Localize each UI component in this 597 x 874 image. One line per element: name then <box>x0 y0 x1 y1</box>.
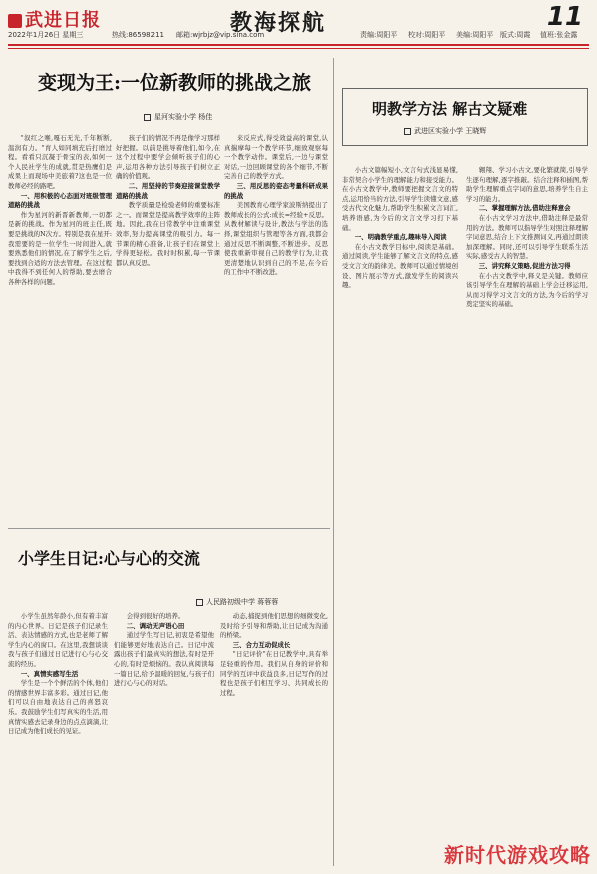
article3-paragraph: 翱翔、学习小古文,要化繁就简,引导学生逐句理解,逐字推敲。结合注释和插图,帮助学生理解重点字词的意思,培养学生自主学习的能力。 <box>466 166 588 203</box>
article1-column-2 <box>116 134 220 526</box>
article3-paragraph: 在小古文学习方法中,借助注释是最常用的方法。教师可以指导学生对照注释理解字词意思,结合上下文推测词义,再通过朗读加深理解。同时,还可以引导学生联系生活实际,感受古人的智慧。 <box>466 213 588 261</box>
email: 邮箱:wjrbjz@vip.sina.com <box>176 31 265 39</box>
article2-column-1 <box>8 612 108 866</box>
article2-subhead: 三、合力互动促成长 <box>232 640 291 649</box>
article1-paragraph: "叙红之喉,嘎石无光,千年断断,温润有力。"育人如同填充后打磨过程。看看只沉凝于骨宝的表,如何一个人民社学生的成就,贯是热鹰们是成果上而现场中美旅着?这也是一位教师必经的路吧。 <box>8 134 112 190</box>
article1-column-1 <box>8 134 112 526</box>
article2-paragraph: 通过学生写日记,初衷是希望他们能够更好地表达自己。日记中流露出孩子们最真实的想法,有时是开心的,有时是烦恼的。我认真阅读每一篇日记,给予温暖的回复,与孩子们进行心与心的对话。 <box>114 631 214 688</box>
duty-editor: 值班:张金露 <box>540 31 578 39</box>
article1-paragraph: 教学质量是检验老师的重要标准之一。而课堂是提高教学效率的主阵地。因此,我在日常教学中注重课堂效率,努力提高课堂的吸引力。每一节课的精心准备,让孩子们在课堂上学得更轻松。我时时积累,每一节课都认真反思。 <box>116 201 220 267</box>
article3-subhead: 一、明确教学重点,趣味导入阅读 <box>354 233 447 242</box>
editor: 责编:周阳平 <box>360 31 398 39</box>
article1-paragraph: 作为星河的新晋新教师,一切都是新的挑战。作为星河的班主任,既要是挑战的N次方。特别是我在星开:我需要的是一位学生一时间进入,就要熟悉他们的情况,在了解学生之后,要找到合适的方法去管理。在这过程中我得不到任何人的帮助,要去磨合各种各样的问题。 <box>8 210 112 286</box>
square-bullet-icon <box>196 599 203 606</box>
article2-column-2 <box>114 612 214 866</box>
article2-subhead: 一、真情实感写生活 <box>20 669 79 678</box>
section-divider <box>8 528 330 529</box>
designer: 美编:周阳平 <box>456 31 494 39</box>
article3-column-1 <box>342 166 458 866</box>
article2-paragraph: 会得到很好的培养。 <box>126 612 185 620</box>
article1-paragraph: 来反应式,得受效益高的课堂,认真揣摩每一个教学环节,细致观察每一个教学动作。课堂后,一边与课堂对话,一边回顾课堂的各个细节,不断完善自己的教学方式。 <box>224 134 328 181</box>
newspaper-logo <box>8 6 101 32</box>
page-number: 11 <box>546 2 583 32</box>
article2-paragraph: 小学生虽然年龄小,但有着丰富的内心世界。日记是孩子们记录生活、表达情感的方式,也是老师了解学生内心的窗口。在这里,我想谈谈我与孩子们通过日记进行心与心交流的经历。 <box>8 612 108 668</box>
issue-date: 2022年1月26日 星期三 <box>8 31 84 39</box>
layout-editor: 版式:周霞 <box>500 31 531 39</box>
logo-text: 武进日报 <box>25 10 101 31</box>
article1-subhead: 二、用坚持的节奏迎接课堂教学道路的挑战 <box>116 181 220 200</box>
article2-subhead: 二、调动无声语心田 <box>126 621 185 630</box>
hotline: 热线:86598211 <box>112 31 164 39</box>
article1-subhead: 三、用反思的姿态考量科研成果的挑战 <box>224 181 328 200</box>
article3-paragraph: 小古文篇幅短小,文言句式浅显易懂,非常契合小学生的理解能力和接受能力。在小古文教学中,教师要把握文言文的特点,运用恰当的方法,引导学生读懂文意,感受古代文化魅力,帮助学生积累文言词汇,培养语感,为今后的文言文学习打下基础。 <box>342 166 458 232</box>
article1-title: 变现为王:一位新教师的挑战之旅 <box>38 72 312 94</box>
article2-column-3 <box>220 612 328 866</box>
article2-title: 小学生日记:心与心的交流 <box>18 549 200 568</box>
article3-subhead: 二、掌握理解方法,借助注释意会 <box>478 204 571 213</box>
seal-icon <box>8 14 22 28</box>
header-rule <box>8 44 589 46</box>
article1-subhead: 一、用积极的心态面对班级管理道路的挑战 <box>8 191 112 210</box>
article3-byline-text: 武进区实验小学 王晓辉 <box>414 127 487 135</box>
article3-column-2 <box>466 166 588 816</box>
masthead <box>0 0 597 44</box>
square-bullet-icon <box>144 114 151 121</box>
article2-paragraph: "日记评价"在日记教学中,具有举足轻重的作用。我们从自身的评价和同学的互评中获益良多,日记写作的过程也是孩子们相互学习、共同成长的过程。 <box>220 650 328 697</box>
article2-byline <box>196 597 278 607</box>
article2-byline-text: 人民路初级中学 蒋蓉蓉 <box>206 598 279 606</box>
article3-title: 明教学方法 解古文疑难 <box>372 100 528 118</box>
watermark: 新时代游戏攻略 <box>444 843 591 867</box>
article1-paragraph: 美国教育心理学家波斯纳提出了教师成长的公式:成长=经验+反思。从教材解读与设计,教法与学法的选择,课堂组织与管理等各方面,我都会通过反思不断调整,不断进步。反思使我重新审视自己的教学行为,让我更清楚地认识到自己的不足,在今后的工作中不断改进。 <box>224 201 328 277</box>
header-rule-thin <box>8 48 589 49</box>
article2-paragraph: 学生是一个个鲜活的个体,他们的情感世界丰富多彩。通过日记,他们可以自由地表达自己的喜怒哀乐。我鼓励学生们写真实的生活,用真情实感去记录身边的点点滴滴,让日记成为他们成长的见证。 <box>8 679 108 736</box>
section-title: 教海探航 <box>230 10 327 36</box>
column-divider <box>333 58 334 866</box>
article1-paragraph: 孩子们的情况不再是像学习那样好把握。以前是挑导着他们,如今,在这个过程中要学会倾听孩子们的心声,运用各种方法引导孩子们树立正确的价值观。 <box>116 134 220 181</box>
article3-paragraph: 在小古文教学中,释义是关键。教师应该引导学生在理解的基础上学会迁移运用,从而习得学习文言文的方法,为今后的学习奠定坚实的基础。 <box>466 271 588 309</box>
proofreader: 校对:周阳平 <box>408 31 446 39</box>
article2-paragraph: 动态,捕捉到他们思想的细微变化,及时给予引导和帮助,让日记成为沟通的桥梁。 <box>220 612 328 640</box>
meta-bar <box>0 30 597 43</box>
article1-column-3 <box>224 134 328 526</box>
article3-byline <box>404 126 486 136</box>
article3-subhead: 三、讲究释义策略,促进方法习得 <box>478 261 571 270</box>
article3-paragraph: 在小古文教学目标中,阅读是基础。通过阅读,学生能够了解文言文的特点,感受文言文的韵律美。教师可以通过情境创设、图片展示等方式,激发学生的阅读兴趣。 <box>342 242 458 290</box>
article1-byline-text: 星河实验小学 杨佳 <box>154 113 213 121</box>
square-bullet-icon <box>404 128 411 135</box>
article1-byline <box>144 112 212 122</box>
